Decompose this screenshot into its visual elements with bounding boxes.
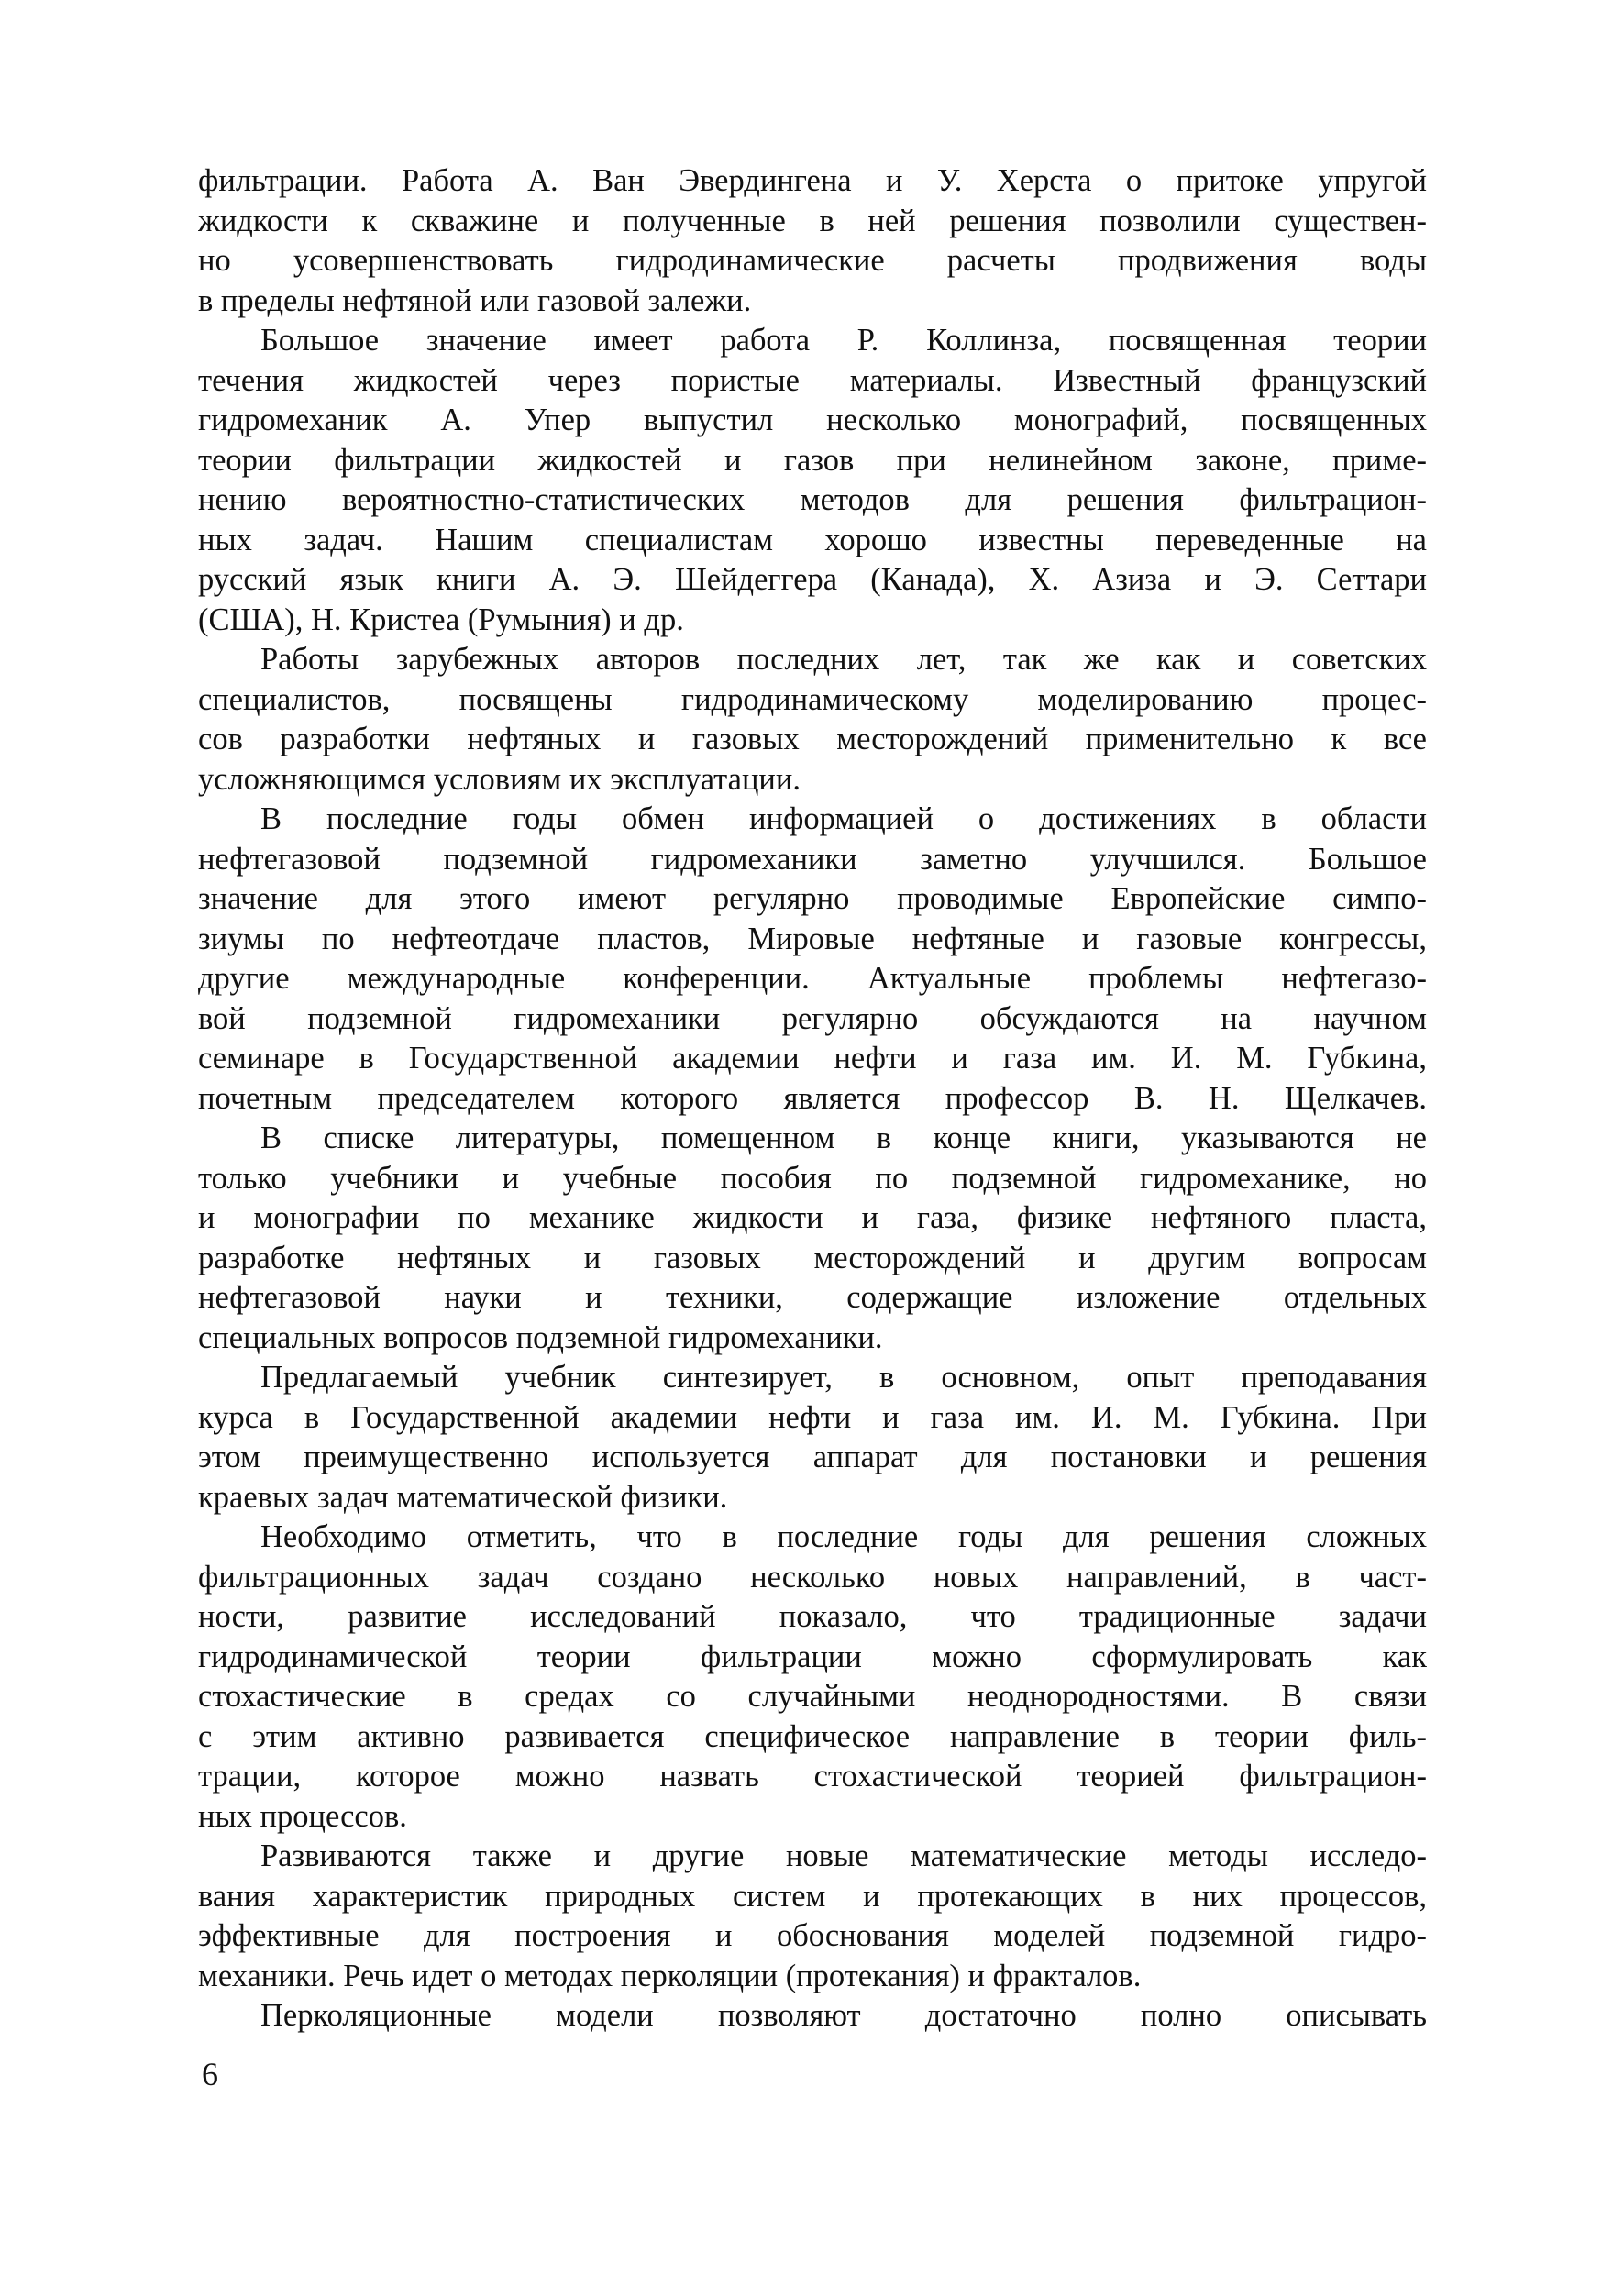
text-line: но усовершенствовать гидродинамические расчеты продвижения воды xyxy=(198,243,1427,278)
text-line: фильтрационных задач создано несколько новых направлений, в част- xyxy=(198,1559,1427,1595)
text-line: курса в Государственной академии нефти и газа им. И. М. Губкина. При xyxy=(198,1399,1427,1435)
text-line: теории фильтрации жидкостей и газов при нелинейном законе, приме- xyxy=(198,442,1427,478)
text-line: и монографии по механике жидкости и газа, физике нефтяного пласта, xyxy=(198,1200,1427,1235)
body-text xyxy=(198,161,1427,2037)
text-line: в пределы нефтяной или газовой залежи. xyxy=(198,282,752,318)
text-line: механики. Речь идет о методах перколяции (протекания) и фракталов. xyxy=(198,1958,1142,1993)
text-line: ных процессов. xyxy=(198,1798,407,1834)
text-line: ных задач. Нашим специалистам хорошо известны переведенные на xyxy=(198,522,1427,557)
text-line: трации, которое можно назвать стохастической теорией фильтрацион- xyxy=(198,1759,1427,1794)
text-line: гидромеханик А. Упер выпустил несколько монографий, посвященных xyxy=(198,403,1427,437)
text-line: русский язык книги А. Э. Шейдеггера (Канада), Х. Азиза и Э. Сеттари xyxy=(198,562,1427,597)
text-line: Перколяционные модели позволяют достаточно полно описывать xyxy=(260,1998,1427,2033)
text-line: Большое значение имеет работа Р. Коллинза, посвященная теории xyxy=(260,323,1427,358)
text-line: нению вероятностно-статистических методов для решения фильтрацион- xyxy=(198,482,1427,517)
text-line: другие международные конференции. Актуальные проблемы нефтегазо- xyxy=(198,961,1427,996)
text-line: усложняющимся условиям их эксплуатации. xyxy=(198,761,801,797)
text-line: Работы зарубежных авторов последних лет, так же как и советских xyxy=(260,642,1427,677)
text-line: Развиваются также и другие новые математические методы исследо- xyxy=(260,1838,1427,1873)
text-line: стохастические в средах со случайными неоднородностями. В связи xyxy=(198,1679,1427,1714)
text-line: жидкости к скважине и полученные в ней решения позволили существен- xyxy=(198,203,1427,238)
text-line: нефтегазовой науки и техники, содержащие изложение отдельных xyxy=(198,1280,1427,1315)
text-line: специальных вопросов подземной гидромеханики. xyxy=(198,1319,883,1355)
text-line: ности, развитие исследований показало, что традиционные задачи xyxy=(198,1599,1427,1634)
text-line: краевых задач математической физики. xyxy=(198,1479,728,1515)
text-line: этом преимущественно используется аппарат для постановки и решения xyxy=(198,1440,1427,1474)
text-line: почетным председателем которого является профессор В. Н. Щелкачев. xyxy=(198,1080,1427,1116)
text-line: нефтегазовой подземной гидромеханики заметно улучшился. Большое xyxy=(198,841,1427,877)
text-line: (США), Н. Кристеа (Румыния) и др. xyxy=(198,602,684,637)
text-line: значение для этого имеют регулярно проводимые Европейские симпо- xyxy=(198,881,1427,916)
text-line: эффективные для построения и обоснования моделей подземной гидро- xyxy=(198,1918,1427,1953)
text-line: Необходимо отметить, что в последние годы для решения сложных xyxy=(260,1519,1427,1554)
text-line: зиумы по нефтеотдаче пластов, Мировые нефтяные и газовые конгрессы, xyxy=(198,921,1427,956)
text-line: с этим активно развивается специфическое направление в теории филь- xyxy=(198,1718,1427,1754)
text-line: только учебники и учебные пособия по подземной гидромеханике, но xyxy=(198,1160,1427,1196)
text-line: гидродинамической теории фильтрации можно сформулировать как xyxy=(198,1639,1427,1674)
text-line: вания характеристик природных систем и протекающих в них процессов, xyxy=(198,1878,1427,1914)
text-line: разработке нефтяных и газовых месторождений и другим вопросам xyxy=(198,1240,1427,1275)
text-line: специалистов, посвящены гидродинамическому моделированию процес- xyxy=(198,681,1427,717)
text-line: сов разработки нефтяных и газовых месторождений применительно к все xyxy=(198,722,1427,756)
page-number: 6 xyxy=(202,2056,218,2092)
text-line: вой подземной гидромеханики регулярно обсуждаются на научном xyxy=(198,1000,1427,1036)
text-line: течения жидкостей через пористые материалы. Известный французский xyxy=(198,362,1427,398)
text-line: В последние годы обмен информацией о достижениях в области xyxy=(260,801,1427,836)
text-line: фильтрации. Работа А. Ван Эвердингена и У. Херста о притоке упругой xyxy=(198,163,1427,198)
text-line: семинаре в Государственной академии нефти и газа им. И. М. Губкина, xyxy=(198,1041,1427,1076)
text-line: Предлагаемый учебник синтезирует, в основном, опыт преподавания xyxy=(260,1360,1427,1395)
text-line: В списке литературы, помещенном в конце книги, указываются не xyxy=(260,1120,1427,1155)
